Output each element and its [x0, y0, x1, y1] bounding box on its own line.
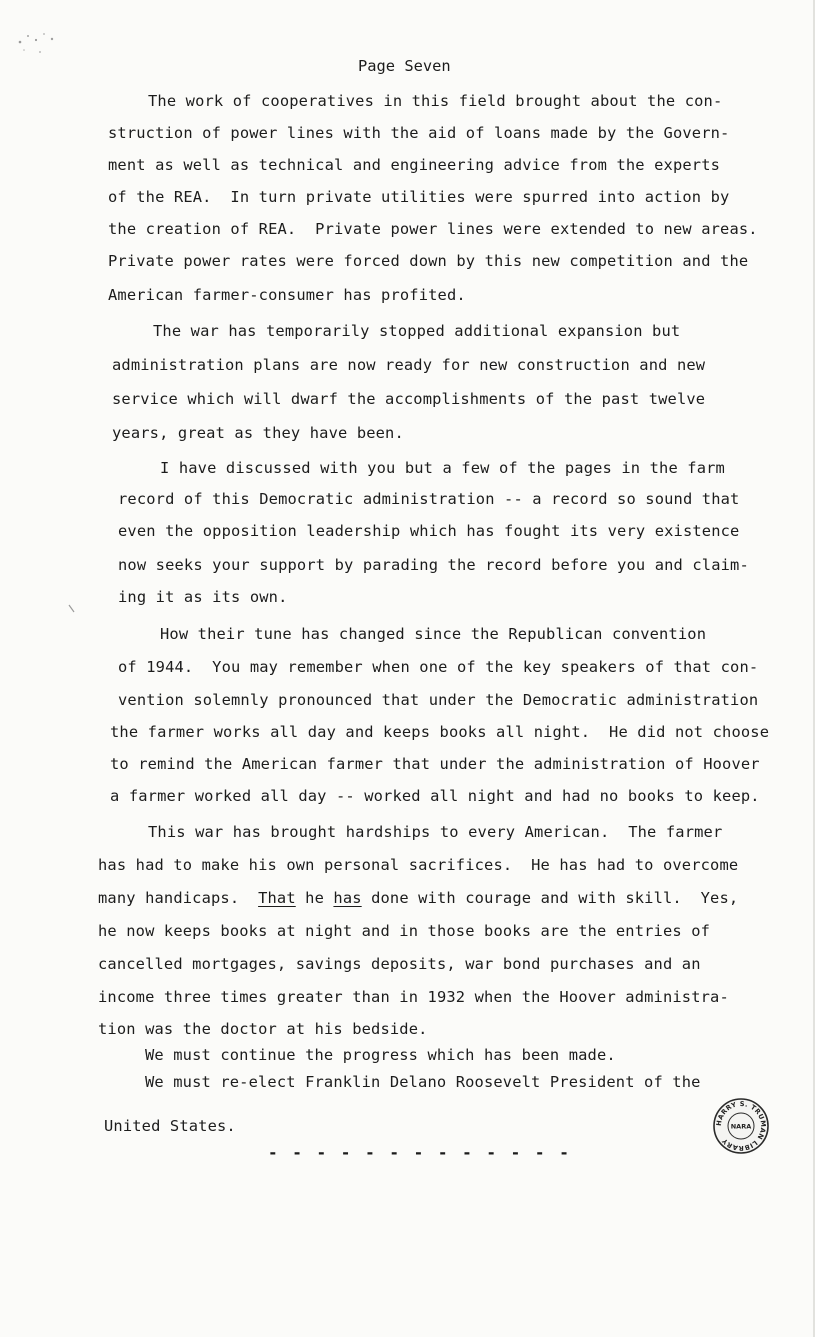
- stamp-ring-text: HARRY S. TRUMAN LIBRARY: [714, 1099, 768, 1153]
- text-line: record of this Democratic administration -- a record so sound that: [118, 490, 740, 508]
- text-line: We must continue the progress which has been made.: [145, 1046, 616, 1064]
- archive-stamp-icon: [712, 1097, 770, 1155]
- paper-mark: [68, 604, 76, 614]
- text-line: American farmer-consumer has profited.: [108, 286, 466, 304]
- text-line: vention solemnly pronounced that under the Democratic administration: [118, 691, 759, 709]
- text-line: ing it as its own.: [118, 588, 288, 606]
- text-line: The work of cooperatives in this field brought about the con-: [148, 92, 723, 110]
- text-line: of 1944. You may remember when one of the key speakers of that con-: [118, 658, 759, 676]
- page-heading: Page Seven: [358, 57, 451, 75]
- text-line: struction of power lines with the aid of loans made by the Govern-: [108, 124, 730, 142]
- text-line: now seeks your support by parading the record before you and claim-: [118, 556, 749, 574]
- text-run: many handicaps.: [98, 889, 259, 907]
- text-line: This war has brought hardships to every American. The farmer: [148, 823, 723, 841]
- underlined-word: That: [258, 889, 296, 907]
- text-line: cancelled mortgages, savings deposits, war bond purchases and an: [98, 955, 701, 973]
- text-line: How their tune has changed since the Republican convention: [160, 625, 707, 643]
- text-line: United States.: [104, 1117, 236, 1135]
- text-run: he: [295, 889, 334, 907]
- text-line: income three times greater than in 1932 when the Hoover administra-: [98, 988, 729, 1006]
- text-line: to remind the American farmer that under the administration of Hoover: [110, 755, 760, 773]
- paper-speck-marks: [14, 28, 64, 58]
- text-line: We must re-elect Franklin Delano Roosevelt President of the: [145, 1073, 701, 1091]
- stamp-center-text: NARA: [730, 1122, 752, 1131]
- text-line: a farmer worked all day -- worked all night and had no books to keep.: [110, 787, 760, 805]
- text-line: years, great as they have been.: [112, 424, 404, 442]
- text-line: he now keeps books at night and in those books are the entries of: [98, 922, 711, 940]
- text-line: I have discussed with you but a few of the pages in the farm: [160, 459, 725, 477]
- text-line-with-underlines: [98, 888, 738, 908]
- text-line: of the REA. In turn private utilities were spurred into action by: [108, 188, 730, 206]
- text-line: tion was the doctor at his bedside.: [98, 1020, 428, 1038]
- text-line: The war has temporarily stopped additional expansion but: [153, 322, 681, 340]
- text-line: ment as well as technical and engineering advice from the experts: [108, 156, 721, 174]
- underlined-word: has: [333, 889, 362, 907]
- text-run: done with courage and with skill. Yes,: [361, 889, 739, 907]
- closing-dash-rule: - - - - - - - - - - - - -: [268, 1143, 572, 1162]
- text-line: Private power rates were forced down by this new competition and the: [108, 252, 749, 270]
- text-line: even the opposition leadership which has fought its very existence: [118, 522, 740, 540]
- text-line: has had to make his own personal sacrifices. He has had to overcome: [98, 856, 739, 874]
- text-line: the creation of REA. Private power lines were extended to new areas.: [108, 220, 758, 238]
- text-line: service which will dwarf the accomplishments of the past twelve: [112, 390, 706, 408]
- text-line: the farmer works all day and keeps books all night. He did not choose: [110, 723, 770, 741]
- text-line: administration plans are now ready for new construction and new: [112, 356, 706, 374]
